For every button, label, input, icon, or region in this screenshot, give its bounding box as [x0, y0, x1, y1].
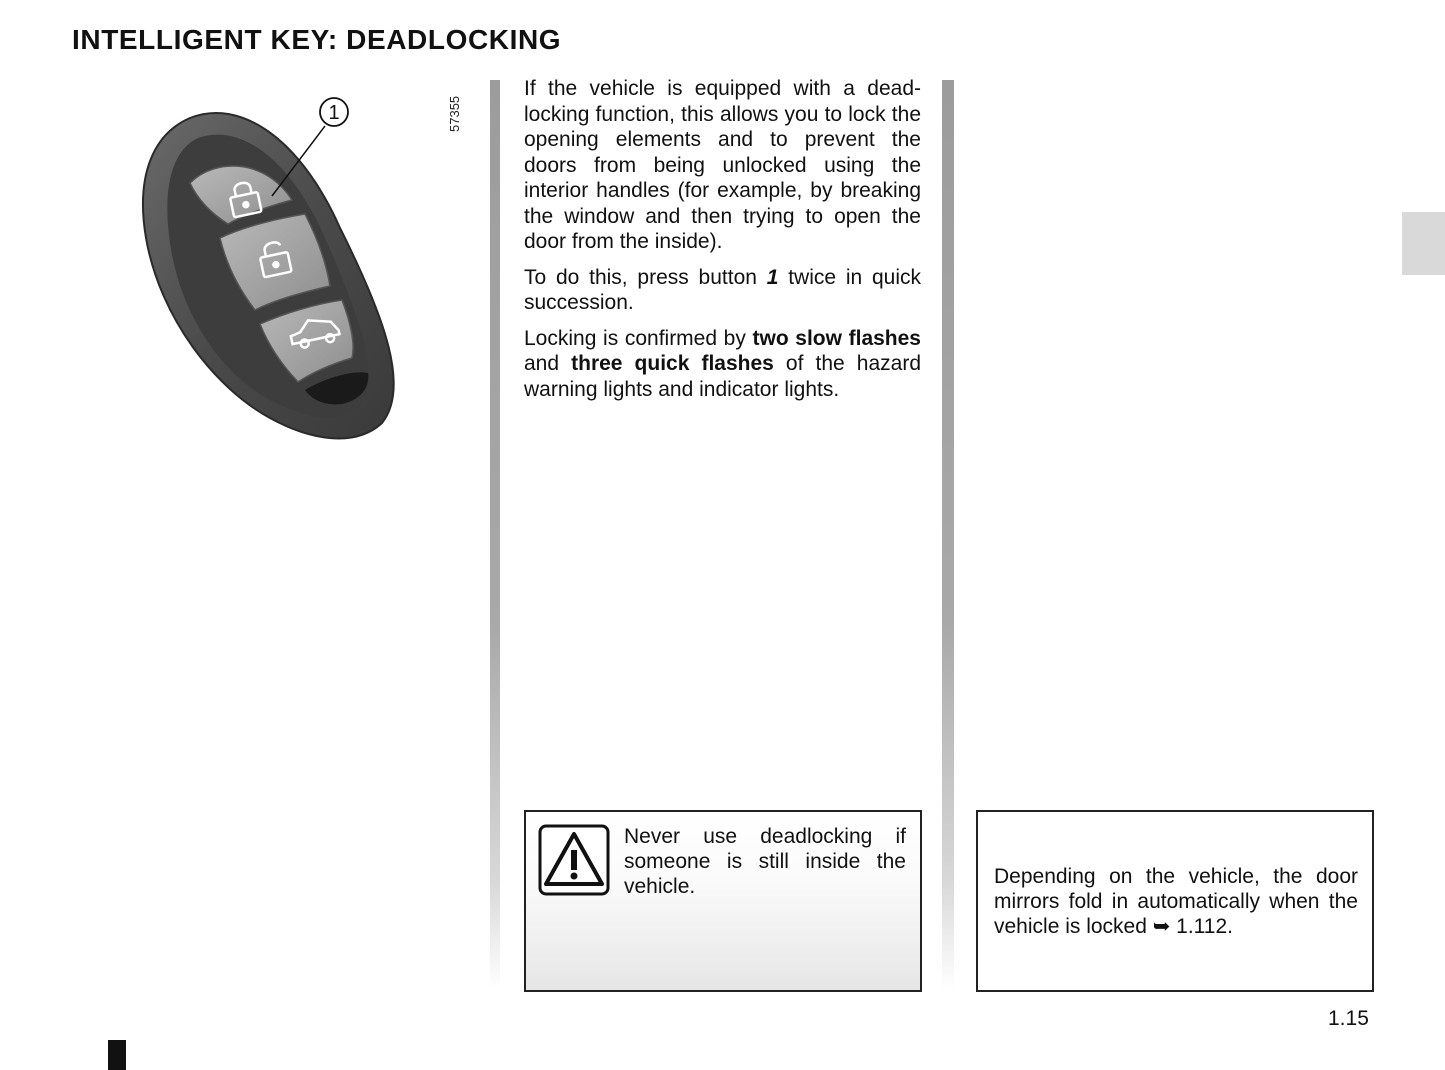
paragraph-deadlocking-function: If the vehicle is equipped with a dead-locking function, this allows you to lock the opening elements and to prevent the doors from being unlocked using the interior handles (for example, by breaking the window and then trying to open the door from the inside). [524, 77, 921, 253]
column-rule-left [490, 80, 500, 990]
section-thumb-tab [1402, 212, 1445, 275]
page-number: 1.15 [1328, 1007, 1369, 1030]
callout-number: 1 [328, 102, 340, 124]
key-fob-drawing [120, 88, 420, 448]
info-text: Depending on the vehicle, the door mirrors fold in automatically when the vehicle is locked ➥ 1.112. [994, 865, 1358, 938]
warning-box [524, 810, 922, 992]
paragraph-press-button: To do this, press button 1 twice in quick succession. [524, 265, 921, 314]
paragraph-confirmation: Locking is confirmed by two slow flashes and three quick flashes of the hazard warning lights and indicator lights. [524, 326, 922, 401]
page-title: INTELLIGENT KEY: DEADLOCKING [72, 24, 562, 55]
button-reference: 1 [766, 265, 779, 289]
main-text-column [524, 76, 921, 412]
warning-triangle-icon [538, 824, 610, 896]
corner-mark [108, 1040, 126, 1070]
warning-text: Never use deadlocking if someone is still inside the vehicle. [624, 825, 906, 898]
figure-reference-number: 57355 [447, 95, 462, 132]
info-box [976, 810, 1374, 992]
intelligent-key-illustration [120, 88, 420, 448]
column-rule-middle [942, 80, 954, 990]
